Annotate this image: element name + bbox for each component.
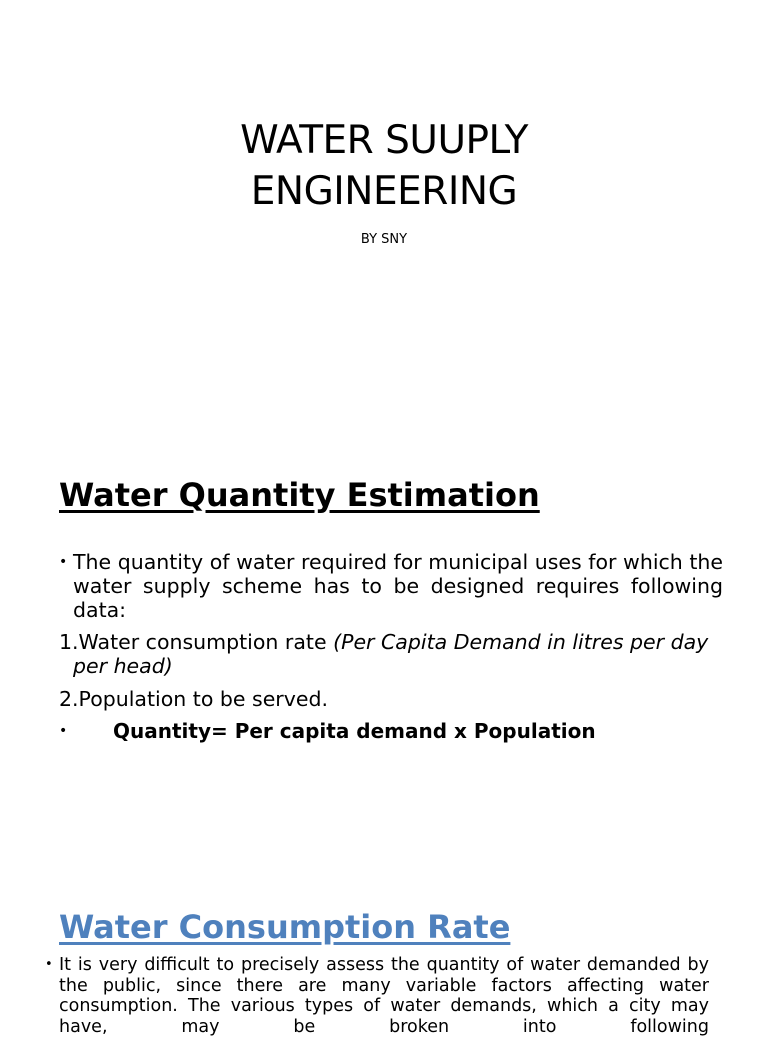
slide-heading: Water Quantity Estimation [59,476,540,514]
intro-text: The quantity of water required for municipal uses for which the water supply scheme has to be designed requires following data: [73,550,723,622]
bullet-icon: • [59,723,68,739]
intro-bullet [59,550,723,622]
slide-water-quantity [0,432,768,864]
list-item-consumption-rate [59,630,723,678]
item1-text: 1.Water consumption rate [59,630,334,654]
bullet-icon: • [45,957,53,972]
title-line-2: ENGINEERING [250,169,518,214]
slide-consumption-rate [0,864,768,1037]
formula-text: Quantity= Per capita demand x Population [113,719,596,743]
list-item-population: 2.Population to be served. [59,687,329,711]
slide-title [0,0,768,432]
presentation-title [0,115,768,217]
item1-italic-text: (Per Capita Demand in litres per day per head) [73,630,709,678]
title-line-1: WATER SUUPLY [240,118,528,163]
consumption-text: It is very difficult to precisely assess the quantity of water demanded by the public, since there are many variable factors affecting water consumption. The various types of water demands, which a city may have, may be broken into following [59,955,709,1037]
slide-heading: Water Consumption Rate [59,908,511,946]
presentation-subtitle: BY SNY [360,232,408,247]
consumption-bullet [45,955,709,1037]
bullet-icon: • [59,554,68,570]
